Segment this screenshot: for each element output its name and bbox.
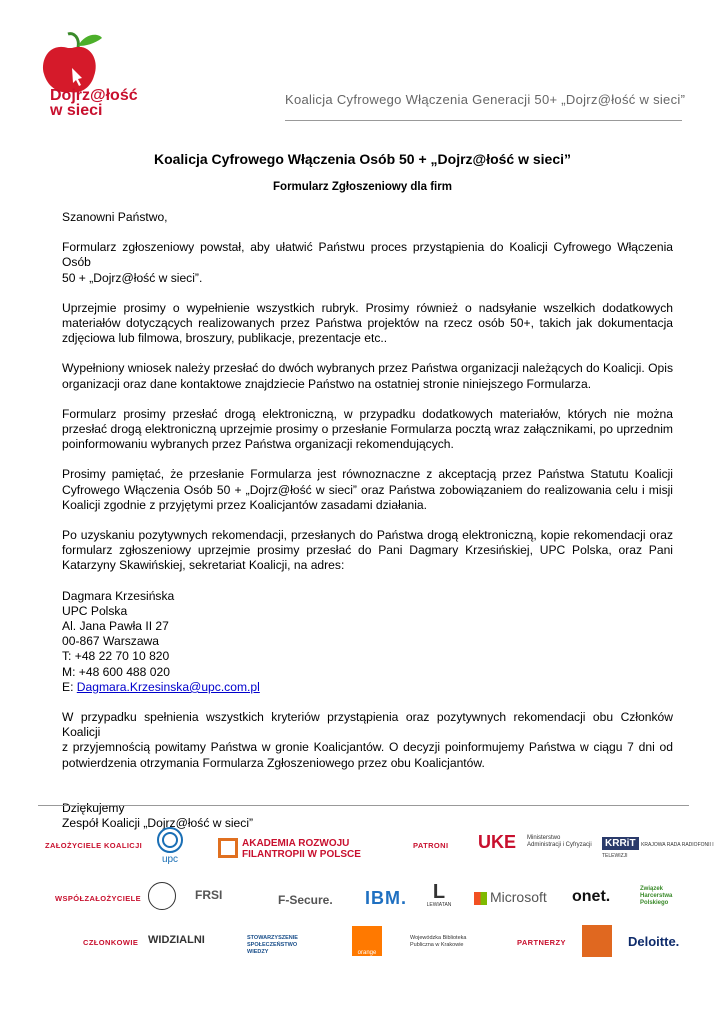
cofounders-label: WSPÓŁZAŁOŻYCIELE <box>55 894 141 903</box>
document-body <box>62 210 673 831</box>
paragraph-intro-line2: 50 + „Dojrz@łość w sieci”. <box>62 270 203 285</box>
paragraph-delivery: Formularz prosimy przesłać drogą elektroniczną, w przypadku dodatkowych materiałów, których nie można przesłać drogą elektroniczną uprzejmie prosimy o przesłanie Formularza pocztą wraz załącznikami, po uprzednim poinformowaniu wybranych przez Państwa organizacji rekomendujących. <box>62 406 673 452</box>
document-subtitle: Formularz Zgłoszeniowy dla firm <box>273 181 452 193</box>
paragraph-decision-line2: z przyjemnością powitamy Państwa w gronie Koalicjantów. O decyzji poinformujemy Państwa w ciągu 7 dni od potwierdzenia otrzymania Formularza Zgłoszeniowego przez obu Koalicjantów. <box>62 740 673 770</box>
upc-logo <box>148 826 192 866</box>
paragraph-intro <box>62 240 673 286</box>
address-block <box>62 589 673 695</box>
onet-logo: onet. <box>572 888 611 905</box>
greeting: Szanowni Państwo, <box>62 210 168 224</box>
patrons-label: PATRONI <box>413 841 449 850</box>
closing-thanks: Dziękujemy <box>62 800 125 815</box>
akademia-line1: AKADEMIA ROZWOJU <box>242 838 350 849</box>
paragraph-intro-line1: Formularz zgłoszeniowy powstał, aby ułatwić Państwu proces przystąpienia do Koalicji Cyfrowego Włączenia Osób <box>62 240 673 270</box>
akademia-mark-icon <box>218 838 238 858</box>
microsoft-squares-icon <box>474 892 487 905</box>
email-link[interactable]: Dagmara.Krzesinska@upc.com.pl <box>76 679 260 694</box>
crest-logo-icon <box>148 882 176 910</box>
founders-label: ZAŁOŻYCIELE KOALICJI <box>45 841 143 850</box>
krrit-logo <box>602 838 725 859</box>
lewiatan-mark-icon: L <box>432 881 446 903</box>
frsi-logo: FRSI <box>195 888 223 902</box>
address-street: Al. Jana Pawła II 27 <box>62 619 169 634</box>
logo-text <box>50 88 138 118</box>
paragraph-recommendations: Po uzyskaniu pozytywnych rekomendacji, przesłanych do Państwa drogą elektroniczną, kopie rekomendacji oraz formularz zgłoszeniowy uprzejmie prosimy przesłać do Pani Dagmary Krzesińskiej, UPC Polska, oraz Pani Katarzyny Skawińskiej, sekretariat Koalicji, na adres: <box>62 528 673 573</box>
closing-signature: Zespół Koalicji „Dojrz@łość w sieci” <box>62 816 254 831</box>
partners-label: PARTNERZY <box>517 938 566 947</box>
paragraph-decision-line1: W przypadku spełnienia wszystkich kryteriów przystąpienia oraz pozytywnych rekomendacji obu Członków Koalicji <box>62 710 673 740</box>
uke-logo: UKE <box>478 832 517 852</box>
microsoft-text: Microsoft <box>490 889 547 905</box>
widzialni-logo: WIDZIALNI <box>148 934 205 946</box>
upc-text: upc <box>161 854 179 865</box>
krrit-text: KRRiT <box>602 837 639 850</box>
paragraph-decision <box>62 710 673 771</box>
address-company: UPC Polska <box>62 603 128 618</box>
document-title: Koalicja Cyfrowego Włączenia Osób 50 + „Dojrz@łość w sieci” <box>153 151 572 167</box>
header-title: Koalicja Cyfrowego Włączenia Generacji 50+ „Dojrz@łość w sieci” <box>285 92 686 107</box>
address-email-line <box>62 680 673 695</box>
paragraph-statute: Prosimy pamiętać, że przesłanie Formularza jest równoznaczne z akceptacją przez Państwa Statutu Koalicji Cyfrowego Włączenia Osób 50 + „Dojrz@łość w sieci” oraz Państwa zobowiązaniem do realizowania celu i misji Koalicji zgodnie z przyjętymi przez Koalicjantów zasadami działania. <box>62 467 673 512</box>
lewiatan-text: LEWIATAN <box>426 902 452 908</box>
members-label: CZŁONKOWIE <box>83 938 139 947</box>
biblioteka-logo: Wojewódzka Biblioteka Publiczna w Krakowie <box>410 935 467 948</box>
akademia-line2: FILANTROPII W POLSCE <box>242 849 361 860</box>
stowarzyszenie-logo: STOWARZYSZENIE SPOŁECZEŃSTWO WIEDZY <box>247 935 298 955</box>
fsecure-logo: F-Secure. <box>278 893 333 907</box>
ibm-logo: IBM. <box>365 888 407 908</box>
email-prefix: E: <box>62 679 77 694</box>
zhp-logo: Związek Harcerstwa Polskiego <box>640 886 673 906</box>
paragraph-submission: Wypełniony wniosek należy przesłać do dwóch wybranych przez Państwa organizacji należących do Koalicji. Opis organizacji oraz dane kontaktowe znajdziecie Państwo na ostatniej stronie niniejszego Formularza. <box>62 361 673 391</box>
paragraph-request: Uprzejmie prosimy o wypełnienie wszystkich rubryk. Prosimy również o nadsyłanie wszelkich dodatkowych materiałów dotyczących realizowanych przez Państwa projektów na rzecz osób 50+, takich jak dokumentacja zdjęciowa lub filmowa, broszury, publikacje, prezentacje etc.. <box>62 300 673 346</box>
deloitte-logo: Deloitte. <box>628 934 680 949</box>
header-divider <box>285 120 682 121</box>
address-city: 00-867 Warszawa <box>62 634 160 649</box>
logo-line1: Dojrz@łość <box>50 87 138 104</box>
address-mobile: M: +48 600 488 020 <box>62 664 170 679</box>
address-name: Dagmara Krzesińska <box>62 588 175 603</box>
partner-logo-icon <box>582 925 612 957</box>
ministry-logo: Ministerstwo Administracji i Cyfryzacji <box>527 835 592 848</box>
orange-logo: orange <box>352 926 382 956</box>
microsoft-logo <box>474 889 547 905</box>
address-phone: T: +48 22 70 10 820 <box>62 649 170 664</box>
akademia-logo <box>218 838 361 860</box>
upc-logo-icon <box>148 826 192 854</box>
lewiatan-logo <box>425 882 453 908</box>
footer-divider <box>38 805 689 806</box>
logo-line2: w sieci <box>50 102 103 119</box>
krrit-desc: KRAJOWA RADA RADIOFONII I TELEWIZJI <box>602 842 714 859</box>
